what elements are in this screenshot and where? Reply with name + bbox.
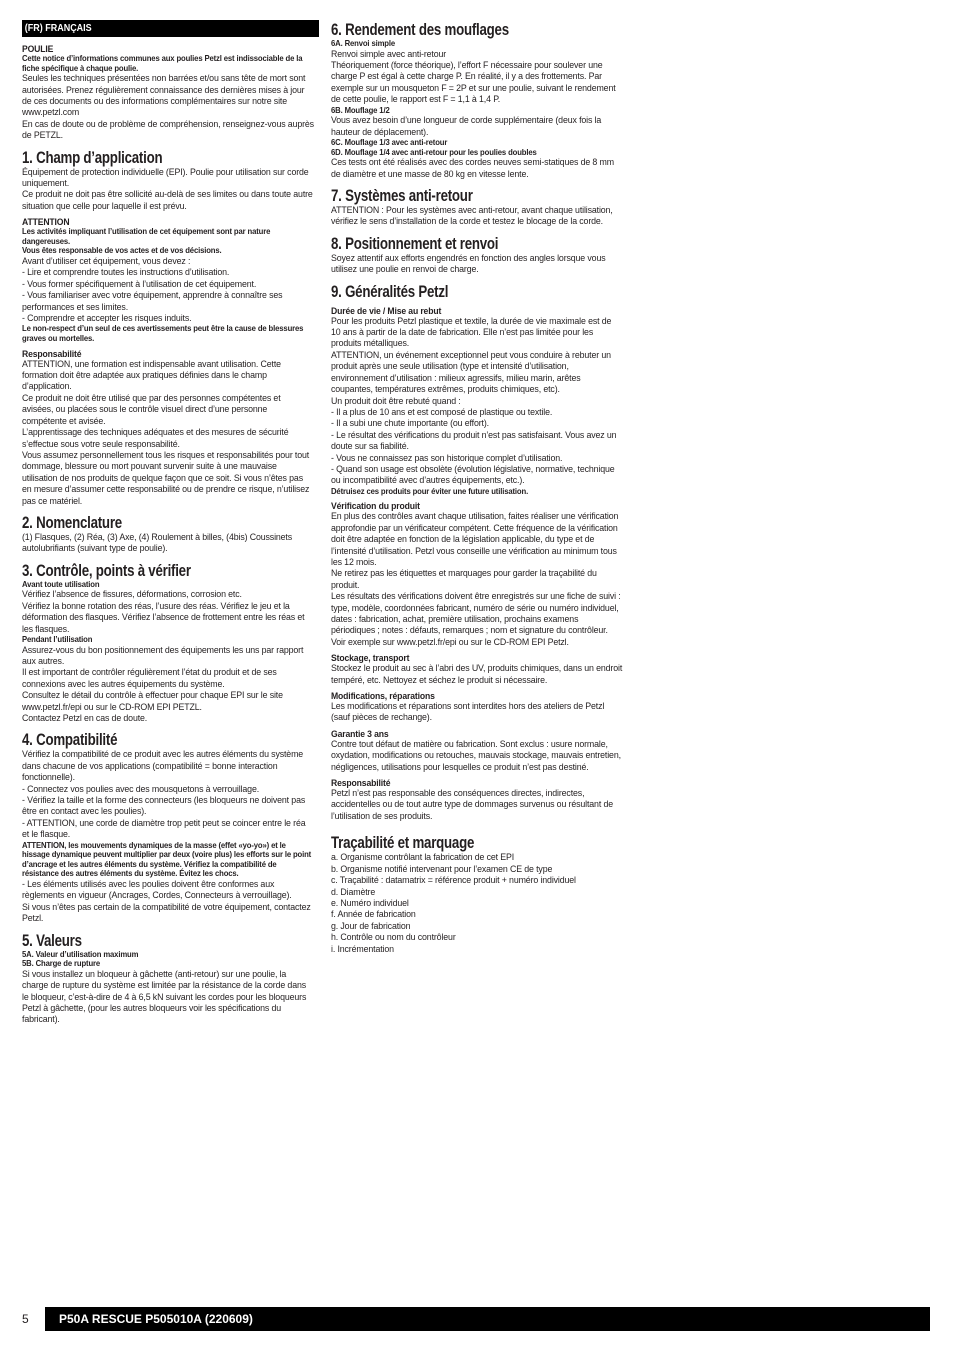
paragraph: Avant d’utiliser cet équipement, vous devez : (22, 256, 191, 268)
footer-reference: P50A RESCUE P505010A (220609) (45, 1307, 930, 1331)
paragraph: d. Diamètre (331, 886, 376, 898)
paragraph: En plus des contrôles avant chaque utilisation, faites réaliser une vérification approfondie par un vérificateur compétent. Cette fréquence de la vérification doit être adaptée en fonction de la législation applicable, du type et de l’intensité d’utilisation. Petzl vous conseille une vérification au minimum tous les 12 mois. (331, 511, 619, 568)
bold-note: 6C. Mouflage 1/3 avec anti-retour (331, 137, 448, 148)
paragraph: Seules les techniques présentées non barrées et/ou sans tête de mort sont autorisées. Prenez régulièrement connaissance des dernières mises à jour de ces documents ou des informations complémentaires sur notre site www.petzl.com (22, 73, 306, 119)
bold-note: 6A. Renvoi simple (331, 38, 396, 48)
right-column (331, 20, 623, 955)
language-header: (FR) FRANÇAIS (22, 20, 319, 37)
section-heading: 2. Nomenclature (22, 512, 122, 532)
bold-note: Cette notice d’informations communes aux poulies Petzl est indissociable de la fiche spécifique à chaque poulie. (22, 53, 303, 73)
paragraph: Les résultats des vérifications doivent être enregistrés sur une fiche de suivi : type, modèle, coordonnées fabricant, numéro de série ou numéro individuel, dates : fabrication, achat, première utilisation, prochains examens périodiques ; notes : défauts, remarques ; nom et signature du contrôleur. (331, 591, 621, 637)
section-heading: 7. Systèmes anti-retour (331, 186, 473, 206)
subheading: Responsabilité (331, 777, 391, 789)
paragraph: i. Incrémentation (331, 943, 394, 955)
paragraph: - Vous ne connaissez pas son historique complet d’utilisation. (331, 452, 563, 464)
paragraph: Équipement de protection individuelle (EPI). Poulie pour utilisation sur corde uniquement. (22, 166, 309, 190)
paragraph: ATTENTION : Pour les systèmes avec anti-retour, avant chaque utilisation, vérifiez le sens d’installation de la corde et testez le blocage de la corde. (331, 205, 613, 228)
paragraph: Renvoi simple avec anti-retour (331, 48, 447, 60)
spacer (331, 822, 623, 827)
paragraph: - Comprendre et accepter les risques induits. (22, 313, 192, 325)
paragraph: - Lire et comprendre toutes les instructions d’utilisation. (22, 267, 230, 279)
left-column-text (22, 43, 314, 1026)
paragraph: ATTENTION, un événement exceptionnel peut vous conduire à rebuter un produit après une seule utilisation (type et intensité d’utilisation, environnement d’utilisation : milieux agressifs, milieu marin, arêtes coupantes, températures extrêmes, produits chimiques, etc). (331, 349, 611, 396)
paragraph: Si vous n’êtes pas certain de la compatibilité de votre équipement, contactez Petzl. (22, 901, 311, 925)
paragraph: - Le résultat des vérifications du produit n’est pas satisfaisant. Vous avez un doute sur sa fiabilité. (331, 429, 617, 453)
paragraph: - Vérifiez la taille et la forme des connecteurs (les bloqueurs ne doivent pas être en contact avec les poulies). (22, 795, 306, 818)
bold-note: Avant toute utilisation (22, 578, 100, 589)
paragraph: En cas de doute ou de problème de compréhension, renseignez-vous auprès de PETZL. (22, 118, 314, 142)
paragraph: - Il a subi une chute importante (ou effort). (331, 418, 489, 430)
paragraph: - Vous former spécifiquement à l’utilisation de cet équipement. (22, 278, 257, 290)
bold-note: Les activités impliquant l’utilisation de cet équipement sont par nature dangereuses. (22, 226, 271, 246)
section-heading: 6. Rendement des mouflages (331, 20, 509, 39)
paragraph: Vérifiez l’absence de fissures, déformations, corrosion etc. (22, 589, 242, 601)
bold-note: Pendant l’utilisation (22, 633, 93, 644)
paragraph: Les modifications et réparations sont interdites hors des ateliers de Petzl (sauf pièces de rechange). (331, 701, 605, 724)
bold-note: 5B. Charge de rupture (22, 958, 101, 969)
subheading: Responsabilité (22, 347, 82, 359)
paragraph: ATTENTION, une formation est indispensable avant utilisation. Cette formation doit être adaptée aux pratiques définies dans le champ d’application. (22, 358, 281, 393)
paragraph: - Connectez vos poulies avec des mousquetons à verrouillage. (22, 783, 260, 795)
section-heading: 9. Généralités Petzl (331, 281, 449, 301)
paragraph: g. Jour de fabrication (331, 920, 411, 932)
paragraph: Ne retirez pas les étiquettes et marquages pour garder la traçabilité du produit. (331, 568, 597, 591)
paragraph: c. Traçabilité : datamatrix = référence produit + numéro individuel (331, 875, 576, 887)
paragraph: Vous avez besoin d’une longueur de corde supplémentaire (deux fois la hauteur de déplacement). (331, 115, 602, 138)
subheading: Durée de vie / Mise au rebut (331, 304, 442, 316)
paragraph: Ce produit ne doit être utilisé que par des personnes compétentes et avisées, ou placées sous le contrôle visuel direct d’une personne compétente et avisée. (22, 392, 281, 427)
right-column-text (331, 20, 623, 955)
bold-note: 6B. Mouflage 1/2 (331, 104, 390, 115)
paragraph: Pour les produits Petzl plastique et textile, la durée de vie maximale est de 10 ans à partir de la date de fabrication. Elle n’est pas limitée pour les produits métalliques. (331, 315, 612, 350)
section-heading: 1. Champ d’application (22, 147, 163, 167)
paragraph: Assurez-vous du bon positionnement des équipements les uns par rapport aux autres. (22, 644, 304, 667)
paragraph: Il est important de contrôler régulièrement l’état du produit et de ses connexions avec les autres équipements du système. (22, 667, 277, 690)
paragraph: Stockez le produit au sec à l’abri des UV, produits chimiques, dans un endroit tempéré, etc. Nettoyez et séchez le produit si nécessaire. (331, 663, 623, 686)
section-heading: 3. Contrôle, points à vérifier (22, 560, 191, 580)
paragraph: e. Numéro individuel (331, 897, 409, 909)
paragraph: h. Contrôle ou nom du contrôleur (331, 932, 456, 944)
paragraph: - Quand son usage est obsolète (évolution législative, normative, technique ou incompatibilité avec d’autres équipements, etc.). (331, 463, 615, 487)
paragraph: Vérifiez la compatibilité de ce produit avec les autres éléments du système dans chacune de vos applications (compatibilité = bonne interaction fonctionnelle). (22, 749, 304, 784)
paragraph: Si vous installez un bloqueur à gâchette (anti-retour) sur une poulie, la charge de rupture du système est limitée par la résistance de la corde dans le bloqueur, c’est-à-dire de 4 à 6,5 kN suivant les cordes pour les bloqueurs Petzl à gâchette, (pour les autres bloqueurs voir les spécifications du fabricant). (22, 968, 307, 1026)
paragraph: Voir exemple sur www.petzl.fr/epi ou sur le CD-ROM EPI Petzl. (331, 636, 569, 648)
paragraph: - Vous familiariser avec votre équipement, apprendre à connaître ses performances et ses limites. (22, 290, 283, 313)
section-heading: Traçabilité et marquage (331, 833, 475, 853)
page-number: 5 (22, 1312, 29, 1326)
subheading: Garantie 3 ans (331, 727, 389, 739)
section-heading: 4. Compatibilité (22, 730, 118, 750)
paragraph: Soyez attentif aux efforts engendrés en fonction des angles lorsque vous utilisez une poulie en renvoi de charge. (331, 252, 606, 276)
paragraph: Contactez Petzl en cas de doute. (22, 713, 148, 724)
subheading: Stockage, transport (331, 652, 410, 664)
left-column (22, 20, 314, 1026)
bold-note: 5A. Valeur d’utilisation maximum (22, 948, 139, 959)
paragraph: Vous assumez personnellement tous les risques et responsabilités pour tout dommage, blessure ou mort pouvant survenir suite à une mauvaise utilisation de nos produits de quelque façon que ce soit. Si vous n’êtes pas en mesure d’assumer cette responsabilité ou de prendre ce risque, n’utilisez pas ce matériel. (22, 449, 310, 507)
paragraph: Petzl n’est pas responsable des conséquences directes, indirectes, accidentelles ou de tout autre type de dommages survenus ou résultant de l’utilisation de ses produits. (331, 788, 614, 822)
subheading: Vérification du produit (331, 500, 420, 512)
subheading: ATTENTION (22, 216, 70, 228)
paragraph: - Les éléments utilisés avec les poulies doivent être conformes aux règlements en vigueur (Ancrages, Cordes, Connecteurs à verrouillage). (22, 879, 292, 902)
paragraph: - Il a plus de 10 ans et est composé de plastique ou textile. (331, 406, 553, 418)
paragraph: - ATTENTION, une corde de diamètre trop petit peut se coincer entre le réa et le flasque. (22, 817, 306, 841)
subheading: Modifications, réparations (331, 690, 435, 702)
paragraph: Théoriquement (force théorique), l’effort F nécessaire pour soulever une charge P est égal à cette charge P. En réalité, il y a des frottements. Par exemple sur un mousqueton F = 2P et sur une poulie, suivant le rendement de cette poulie, le rapport est F = 1,1 à 1,4 P. (331, 60, 616, 106)
subheading: POULIE (22, 43, 54, 54)
paragraph: L’apprentissage des techniques adéquates et des mesures de sécurité s’effectue sous votre seule responsabilité. (22, 427, 289, 450)
section-heading: 5. Valeurs (22, 930, 82, 950)
paragraph: (1) Flasques, (2) Réa, (3) Axe, (4) Roulement à billes, (4bis) Coussinets autolubrifiants (suivant type de poulie). (22, 531, 293, 555)
bold-note: Vous êtes responsable de vos actes et de vos décisions. (22, 245, 222, 256)
paragraph: Consultez le détail du contrôle à effectuer pour chaque EPI sur le site www.petzl.fr/epi ou sur le CD-ROM EPI PETZL. (22, 690, 283, 713)
paragraph: Ce produit ne doit pas être sollicité au-delà de ses limites ou dans toute autre situation que celle pour laquelle il est prévu. (22, 189, 313, 212)
paragraph: Contre tout défaut de matière ou fabrication. Sont exclus : usure normale, oxydation, modifications ou retouches, mauvais stockage, mauvais entretien, négligences, utilisations pour lesquelles ce produit n’est pas destiné. (331, 738, 621, 773)
paragraph: Vérifiez la bonne rotation des réas, l’usure des réas. Vérifiez le jeu et la déformation des flasques. Vérifiez l’absence de frottement entre les réas et les flasques. (22, 600, 305, 635)
paragraph: a. Organisme contrôlant la fabrication de cet EPI (331, 852, 515, 864)
bold-note: 6D. Mouflage 1/4 avec anti-retour pour les poulies doubles (331, 146, 537, 157)
paragraph: b. Organisme notifié intervenant pour l’examen CE de type (331, 863, 553, 875)
bold-note: Le non-respect d’un seul de ces avertissements peut être la cause de blessures graves ou mortelles. (22, 323, 304, 344)
section-heading: 8. Positionnement et renvoi (331, 233, 499, 253)
paragraph: Ces tests ont été réalisés avec des cordes neuves semi-statiques de 8 mm de diamètre et une masse de 80 kg en vitesse lente. (331, 157, 614, 180)
bold-note: Détruisez ces produits pour éviter une future utilisation. (331, 485, 529, 496)
bold-note: ATTENTION, les mouvements dynamiques de la masse (effet «yo-yo») et le hissage dynamique peuvent multiplier par deux (voire plus) les efforts sur le point d’ancrage et les autres éléments du système. Vérifiez la compatibilité de résistance des autres éléments du système. Évitez les chocs. (22, 839, 312, 879)
paragraph: f. Année de fabrication (331, 909, 416, 921)
paragraph: Un produit doit être rebuté quand : (331, 395, 461, 407)
